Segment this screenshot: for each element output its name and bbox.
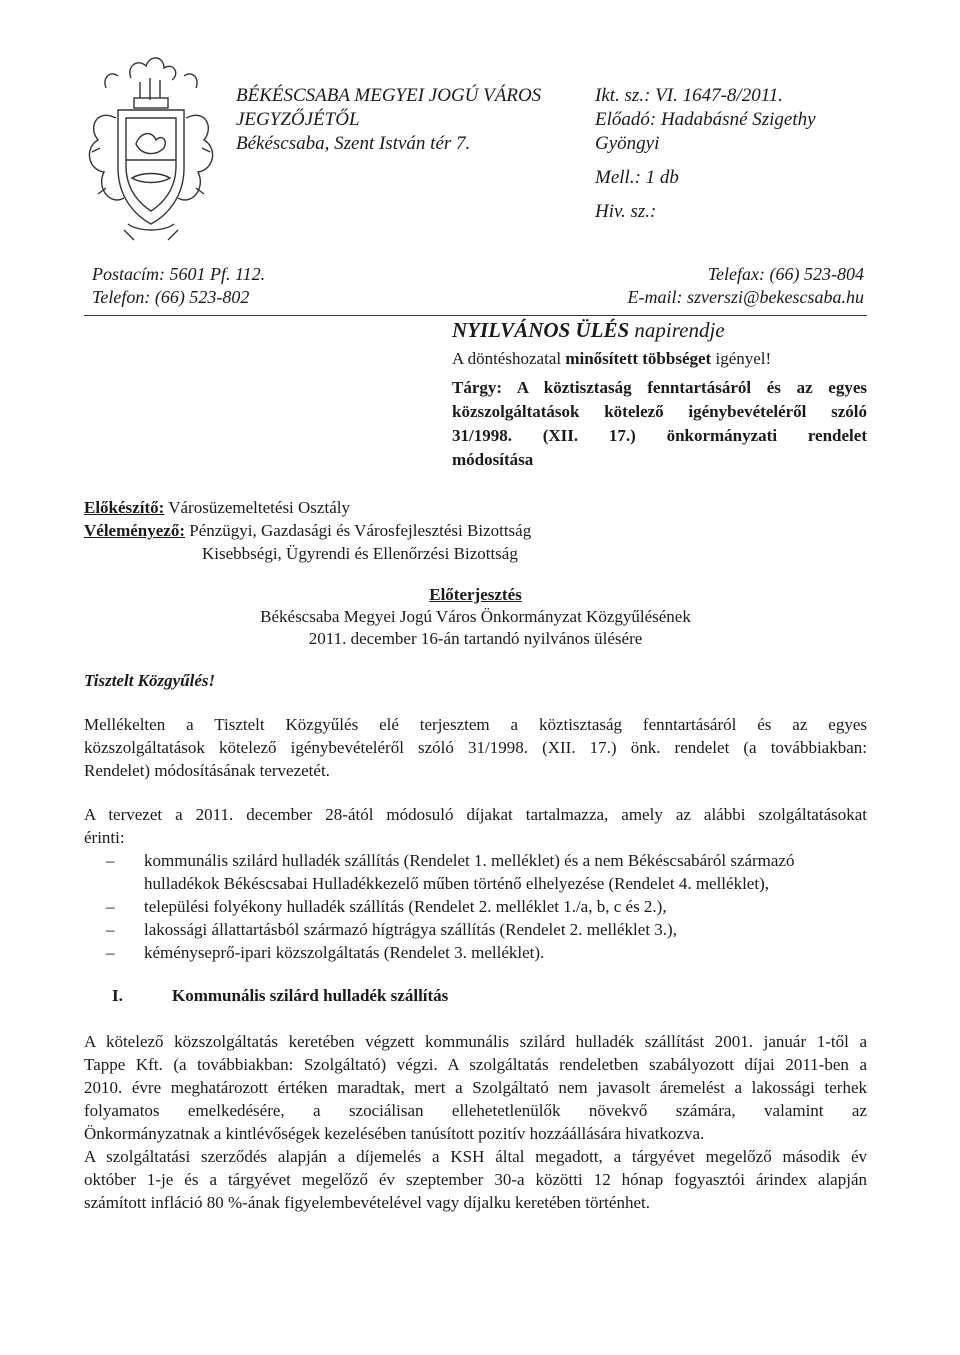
session-title [452,318,725,343]
paragraph-line: 2010. évre meghatározott értéken maradtak, mert a Szolgáltató nem javasolt áremelést a lakossági terhek [84,1078,867,1097]
proposal-line: Békéscsaba Megyei Jogú Város Önkormányzat Közgyűlésének [260,607,691,626]
issuer-city: BÉKÉSCSABA MEGYEI JOGÚ VÁROS [236,85,542,106]
list-item [84,941,867,964]
paragraph-line: Önkormányzatnak a kintlévőségek kezelésében tanúsított pozitív hozzáállására hivatkozva. [84,1124,705,1143]
dash-bullet-icon: – [106,897,115,916]
list-item [84,895,867,918]
issuer-office: JEGYZŐJÉTŐL [236,109,360,130]
pricing-paragraph [84,1145,867,1214]
rapporteur-line1: Előadó: Hadabásné Szigethy [595,109,816,130]
subject-line: Tárgy: A köztisztaság fenntartásáról és az egyes [452,378,867,397]
paragraph-line: A tervezet a 2011. december 28-ától módosuló díjakat tartalmazza, amely az alábbi szolgáltatásokat [84,805,867,824]
paragraph-line: számított infláció 80 %-ának figyelembevételével vagy díjalku keretében történhet. [84,1193,650,1212]
preparer-label: Előkészítő: [84,498,165,517]
paragraph-line: A kötelező közszolgáltatás keretében végzett kommunális szilárd hulladék szállítást 2001. január 1-től a [84,1032,867,1051]
paragraph-line: A szolgáltatási szerződés alapján a díjemelés a KSH által megadott, a tárgyévet megelőző második év [84,1147,867,1166]
postal-address: Postacím: 5601 Pf. 112. [92,264,266,284]
services-list [84,849,867,964]
preparer-row [84,496,531,519]
section-title: Kommunális szilárd hulladék szállítás [172,986,449,1005]
paragraph-line: folyamatos emelkedésére, a szociálisan ellehetetlenülők növekvő számára, valamint az [84,1101,867,1120]
paragraph-line: érinti: [84,828,125,847]
fax-number: Telefax: (66) 523-804 [707,264,864,284]
dash-bullet-icon: – [106,920,115,939]
list-item-text: kéményseprő-ipari közszolgáltatás (Rendelet 3. melléklet). [144,943,545,962]
proposal-title: Előterjesztés [429,585,522,604]
scope-paragraph [84,803,867,849]
city-coat-of-arms-icon [76,48,226,248]
paragraph-line: október 1-je és a tárgyévet megelőző év szeptember 30-a közötti 12 hónap fogyasztói árindex alapján [84,1170,867,1189]
preparer-value: Városüzemeltetési Osztály [164,498,350,517]
proposal-heading [84,584,867,650]
issuer-block [236,84,541,156]
intro-paragraph [84,713,867,782]
decision-suffix: igényel! [711,349,772,368]
salutation: Tisztelt Közgyűlés! [84,671,216,690]
subject-line: 31/1998. (XII. 17.) önkormányzati rendelet [452,426,867,445]
rapporteur-line2: Gyöngyi [595,133,660,154]
session-title-bold: NYILVÁNOS ÜLÉS [452,318,630,342]
dash-bullet-icon: – [106,851,115,870]
list-item-text: hulladékok Békéscsabai Hulladékkezelő műben történő elhelyezése (Rendelet 4. melléklet), [144,874,769,893]
list-item-text: települési folyékony hulladék szállítás (Rendelet 2. melléklet 1./a, b, c és 2.), [144,897,667,916]
opinion-value: Pénzügyi, Gazdasági és Városfejlesztési Bizottság [185,521,532,540]
opinion-row-2: Kisebbségi, Ügyrendi és Ellenőrzési Bizottság [202,544,518,563]
opinion-row [84,519,531,542]
reference-block [595,84,816,224]
decision-prefix: A döntéshozatal [452,349,566,368]
list-item [84,849,867,895]
paragraph-line: Mellékelten a Tisztelt Közgyűlés elé terjesztem a köztisztaság fenntartásáról és az egyes [84,715,867,734]
decision-majority: minősített többséget [565,349,712,368]
proposal-line: 2011. december 16-án tartandó nyilvános ülésére [308,629,643,648]
list-item-text: kommunális szilárd hulladék szállítás (Rendelet 1. melléklet) és a nem Békéscsabáról származó [144,851,795,870]
dash-bullet-icon: – [106,943,115,962]
subject-line: közszolgáltatások kötelező igénybevételéről szóló [452,402,867,421]
paragraph-line: közszolgáltatások kötelező igénybevételéről szóló 31/1998. (XII. 17.) önk. rendelet (a továbbiakban: [84,738,867,757]
paragraph-line: Rendelet) módosításának tervezetét. [84,761,330,780]
decision-requirement [452,349,771,369]
reference-number: Hiv. sz.: [595,201,657,222]
email-address: E-mail: szverszi@bekescsaba.hu [627,287,864,307]
file-number: Ikt. sz.: VI. 1647-8/2011. [595,85,784,106]
issuer-address: Békéscsaba, Szent István tér 7. [236,133,471,154]
list-item-text: lakossági állattartásból származó hígtrágya szállítás (Rendelet 2. melléklet 3.), [144,920,677,939]
postal-contact [92,263,265,309]
preparation-block [84,496,531,565]
service-paragraph [84,1030,867,1145]
phone-number: Telefon: (66) 523-802 [92,287,250,307]
electronic-contact [627,263,864,309]
list-item [84,918,867,941]
paragraph-line: Tappe Kft. (a továbbiakban: Szolgáltató) végzi. A szolgáltatás rendeletben szabályozott díjai 2011-ben a [84,1055,867,1074]
subject-block [452,376,867,472]
header-divider [84,315,867,316]
subject-line: módosítása [452,450,534,469]
section-number: I. [112,986,123,1005]
session-title-rest: napirendje [629,318,725,342]
opinion-label: Véleményező: [84,521,186,540]
attachments: Mell.: 1 db [595,167,679,188]
